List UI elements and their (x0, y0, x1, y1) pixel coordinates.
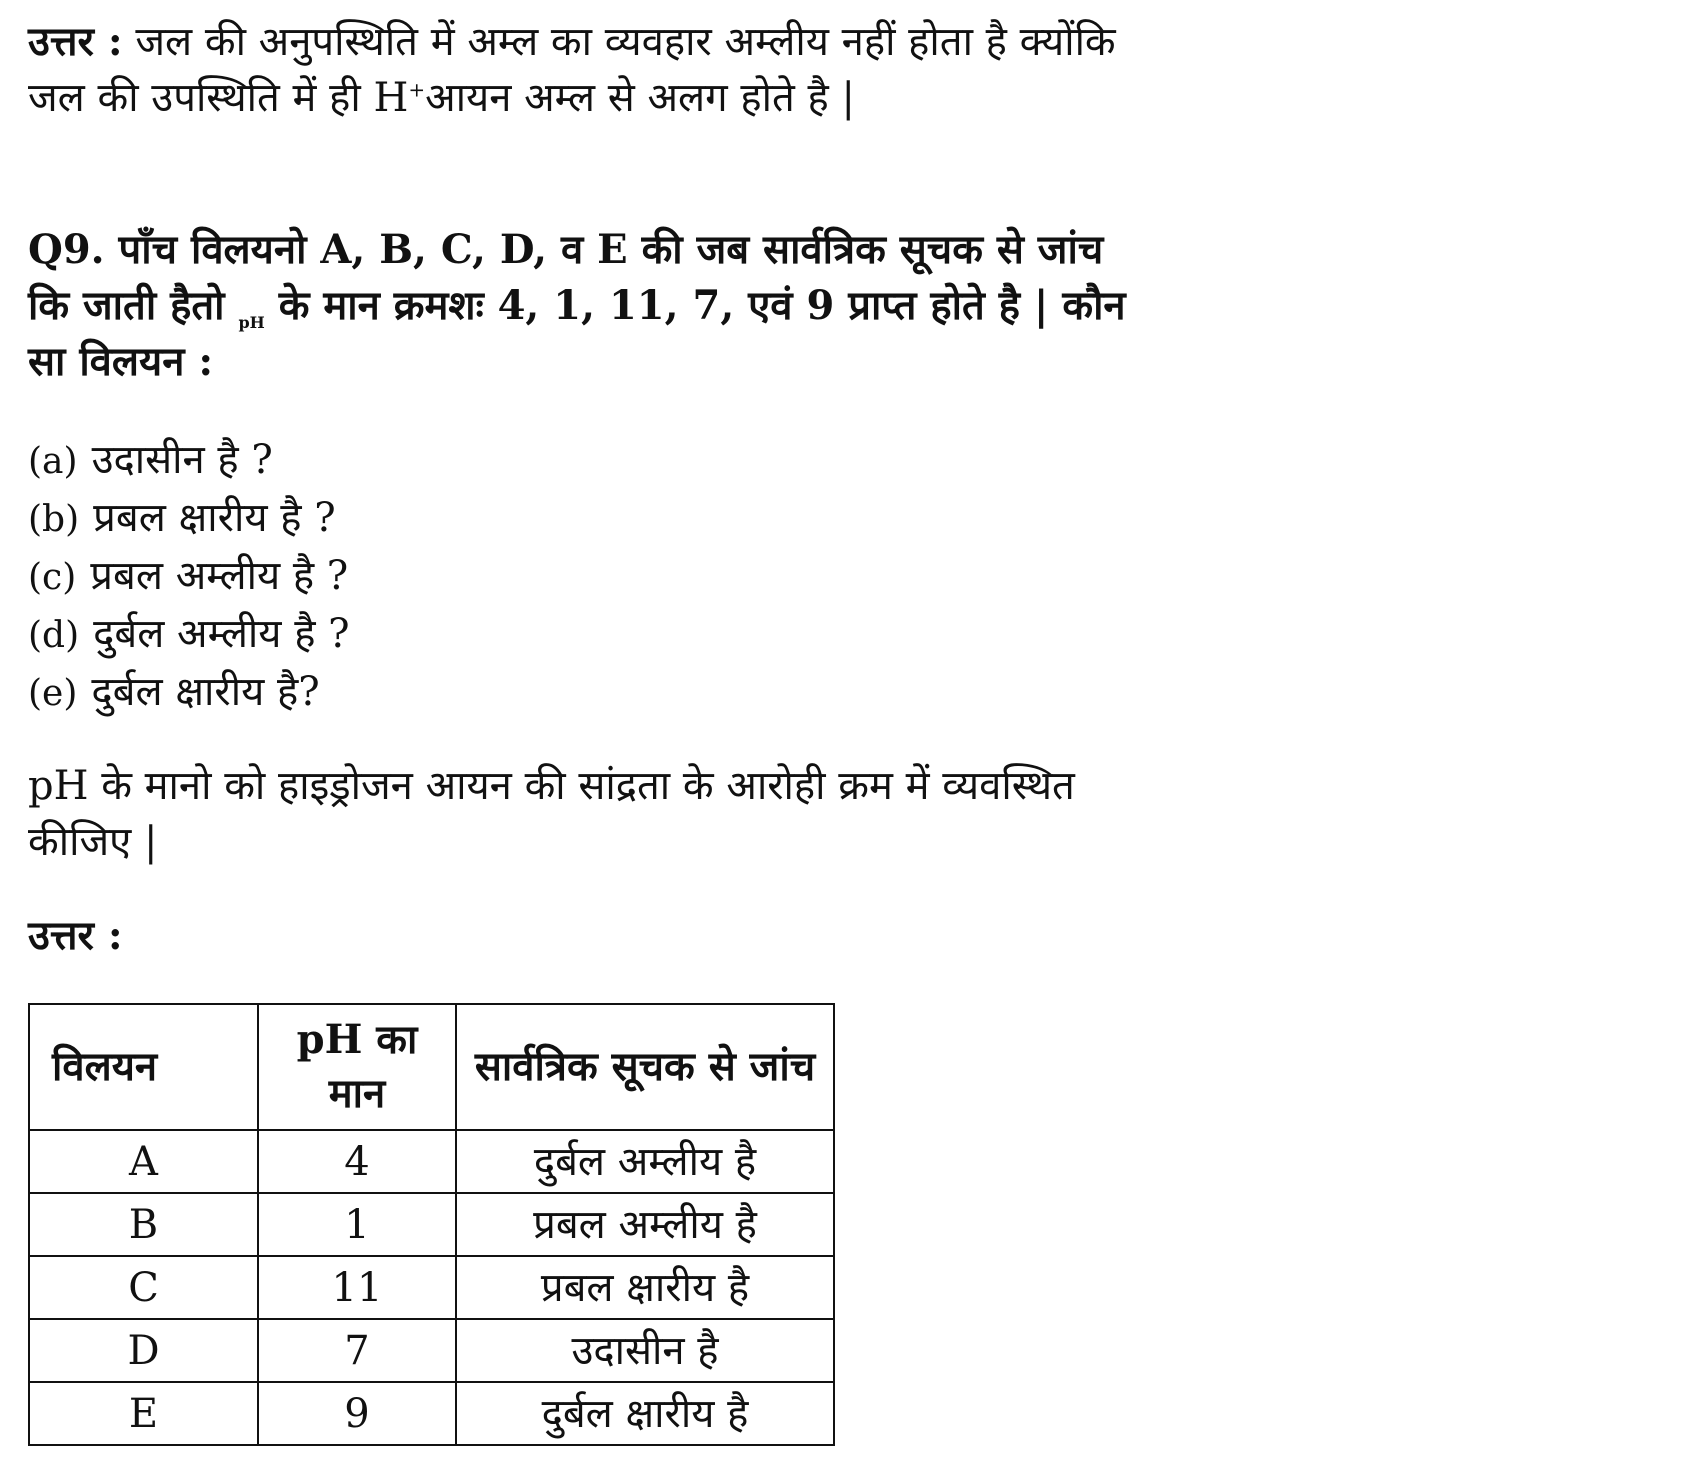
cell-result: उदासीन है (456, 1319, 834, 1382)
h-ion-charge: + (408, 77, 426, 102)
cell-result: प्रबल क्षारीय है (456, 1256, 834, 1319)
cell-ph: 11 (258, 1256, 456, 1319)
table-row (29, 1130, 834, 1193)
answer-label: उत्तर : (28, 18, 123, 65)
question-text-part1: पाँच विलयनो A, B, C, D, व E की जब सार्वत्रिक सूचक से जांच कि जाती हैतो (28, 226, 1104, 329)
header-ph-value: pH का मान (258, 1004, 456, 1130)
question-number: Q9. (28, 226, 105, 273)
answer-paragraph-1 (28, 14, 1148, 126)
cell-solution: D (29, 1319, 258, 1382)
table-row (29, 1256, 834, 1319)
h-ion-symbol: H (373, 75, 409, 121)
header-solution: विलयन (29, 1004, 258, 1130)
cell-solution: E (29, 1382, 258, 1445)
cell-ph: 4 (258, 1130, 456, 1193)
table-row (29, 1193, 834, 1256)
ph-table (28, 1003, 835, 1446)
cell-result: दुर्बल अम्लीय है (456, 1130, 834, 1193)
table-row (29, 1319, 834, 1382)
cell-solution: B (29, 1193, 258, 1256)
cell-ph: 9 (258, 1382, 456, 1445)
cell-ph: 7 (258, 1319, 456, 1382)
answer-label-2: उत्तर : (28, 912, 123, 959)
cell-solution: A (29, 1130, 258, 1193)
option-a: (a) उदासीन है ? (28, 437, 273, 483)
option-c: (c) प्रबल अम्लीय है ? (28, 553, 349, 599)
option-e: (e) दुर्बल क्षारीय है? (28, 669, 320, 715)
question-9 (28, 222, 1148, 390)
table-row (29, 1382, 834, 1445)
cell-solution: C (29, 1256, 258, 1319)
question-text-part2: के मान क्रमशः 4, 1, 11, 7, एवं 9 प्राप्त होते है | कौन सा विलयन : (28, 282, 1126, 385)
answer-text-part2: आयन अम्ल से अलग होते है | (425, 75, 855, 121)
table-header-row (29, 1004, 834, 1130)
header-indicator-test: सार्वत्रिक सूचक से जांच (456, 1004, 834, 1130)
options-list (28, 432, 1148, 722)
instruction-paragraph: pH के मानो को हाइड्रोजन आयन की सांद्रता के आरोही क्रम में व्यवस्थित कीजिए | (28, 763, 1075, 865)
option-b: (b) प्रबल क्षारीय है ? (28, 495, 336, 541)
cell-ph: 1 (258, 1193, 456, 1256)
cell-result: प्रबल अम्लीय है (456, 1193, 834, 1256)
cell-result: दुर्बल क्षारीय है (456, 1382, 834, 1445)
ph-small-label: pH (238, 313, 265, 332)
answer-text-part1: जल की अनुपस्थिति में अम्ल का व्यवहार अम्लीय नहीं होता है क्योंकि जल की उपस्थिति में ही (28, 19, 1116, 121)
option-d: (d) दुर्बल अम्लीय है ? (28, 611, 350, 657)
